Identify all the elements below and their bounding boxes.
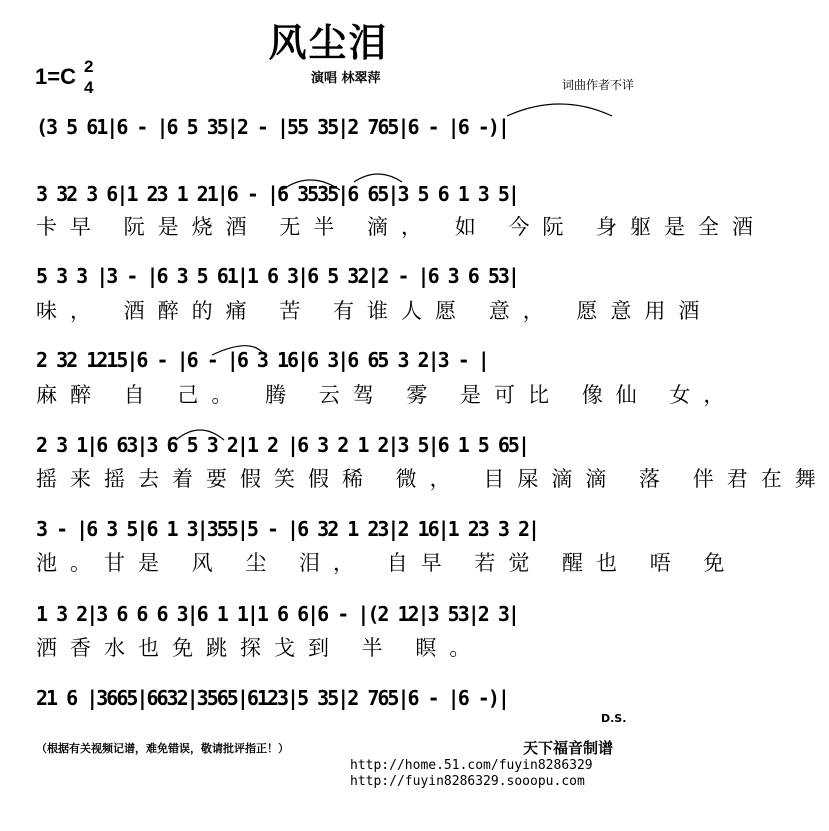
notation-row-7: 1 3 2|3 6 6 6 3|6 1 1|1 6 6|6 - |(2 12|3 53|2 3|	[36, 602, 518, 626]
key-signature: 1=C	[35, 64, 76, 89]
notation-row-4: 2 32 1215|6 - |6 - |6 3 16|6 3|6 65 3 2|3 - |	[36, 348, 488, 372]
time-signature-bottom: 4	[84, 78, 94, 97]
lyrics-row-5: 摇来摇去着要假笑假稀 微， 目屎滴滴 落 伴君在舞	[36, 467, 829, 491]
notation-row-3: 5 3 3 |3 - |6 3 5 61|1 6 3|6 5 32|2 - |6 3 6 53|	[36, 264, 518, 288]
lyrics-row-2: 卡早 阮是烧酒 无半 滴， 如 今阮 身躯是全酒	[36, 215, 767, 239]
notation-row-8: 21 6 |3665|6632|3565|6123|5 35|2 765|6 - |6 -)|	[36, 686, 508, 710]
notation-row-2: 3 32 3 6|1 23 1 21|6 - |6 3535|6 65|3 5 6 1 3 5|	[36, 182, 518, 206]
lyrics-row-4: 麻醉 自 己。 腾 云驾 雾 是可比 像仙 女，	[36, 383, 738, 407]
song-title: 风尘泪	[268, 21, 389, 65]
ds-mark: D.S.	[601, 712, 627, 725]
notation-row-6: 3 - |6 3 5|6 1 3|355|5 - |6 32 1 23|2 16|1 23 3 2|	[36, 517, 539, 541]
disclaimer-note: （根据有关视频记谱，难免错误，敬请批评指正！）	[36, 742, 289, 755]
notation-row-1: (3 5 61|6 - |6 5 35|2 - |55 35|2 765|6 - |6 -)|	[36, 115, 508, 139]
slur-mark	[282, 180, 340, 190]
lyrics-row-7: 洒香水也免跳探戈到 半 瞑。	[36, 636, 484, 660]
url-link-2[interactable]: http://fuyin8286329.sooopu.com	[350, 774, 585, 789]
publisher-name: 天下福音制谱	[523, 739, 614, 757]
slur-mark	[212, 346, 262, 355]
url-link-1[interactable]: http://home.51.com/fuyin8286329	[350, 758, 593, 773]
singer-credit: 演唱 林翠萍	[311, 71, 381, 86]
slur-mark	[507, 104, 612, 116]
notation-row-5: 2 3 1|6 63|3 6 5 3 2|1 2 |6 3 2 1 2|3 5|6 1 5 65|	[36, 433, 529, 457]
lyrics-row-3: 味， 酒醉的痛 苦 有谁人愿 意， 愿意用酒	[36, 299, 713, 323]
time-signature-top: 2	[84, 57, 94, 76]
slur-mark	[176, 430, 224, 440]
slur-mark	[354, 174, 402, 182]
lyrics-row-6: 池。甘是 风 尘 泪， 自早 若觉 醒也 唔 免	[36, 551, 738, 575]
composer-credit: 词曲作者不详	[561, 78, 634, 92]
